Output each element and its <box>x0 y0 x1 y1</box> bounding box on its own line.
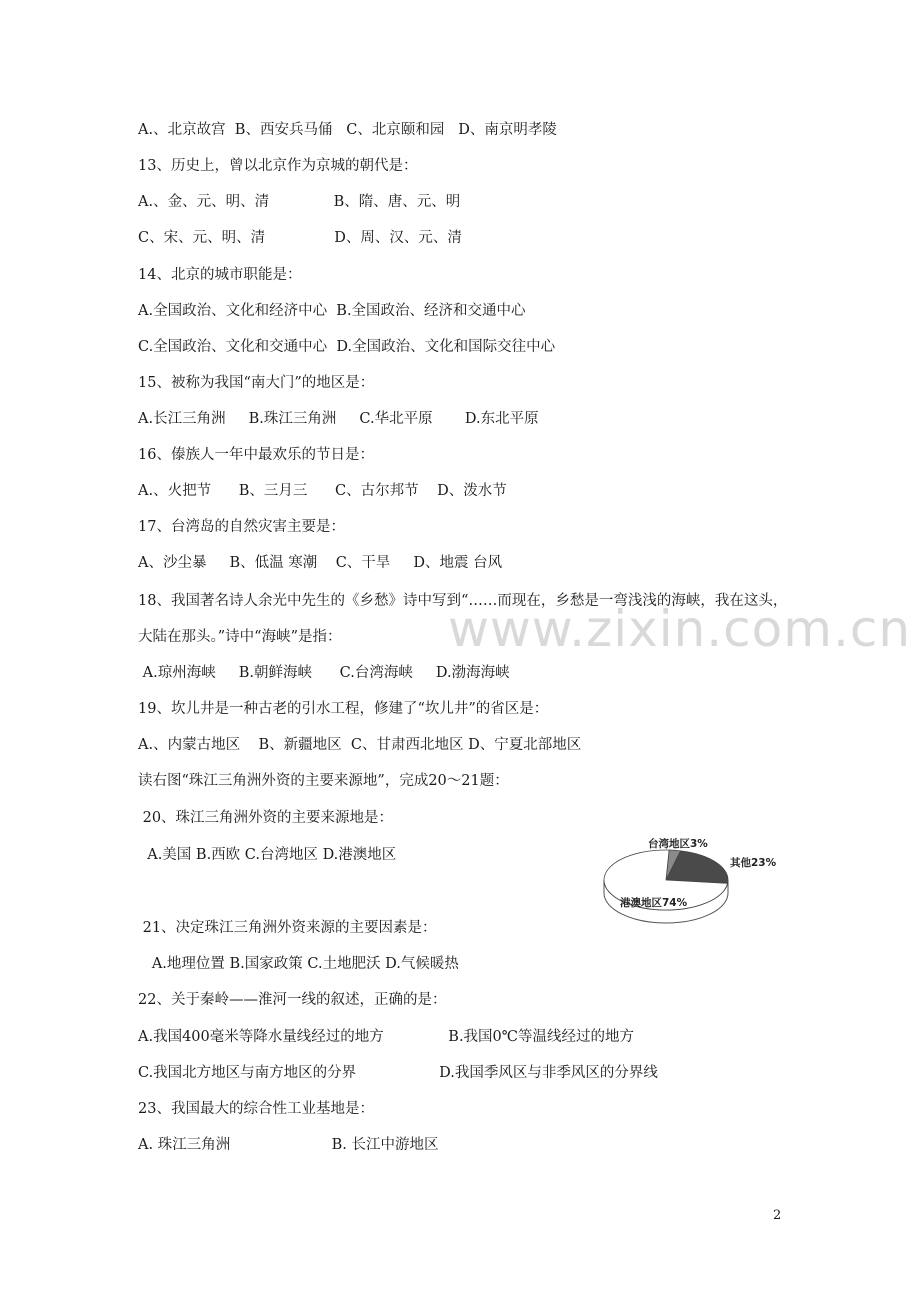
q13-options-ab: A.、金、元、明、清 B、隋、唐、元、明 <box>138 194 461 210</box>
q17-options: A、沙尘暴 B、低温 寒潮 C、干旱 D、地震 台风 <box>138 555 503 571</box>
q14-options-cd: C.全国政治、文化和交通中心 D.全国政治、文化和国际交往中心 <box>138 339 556 355</box>
q20-options: A.美国 B.西欧 C.台湾地区 D.港澳地区 <box>138 847 397 863</box>
q16-options: A.、火把节 B、三月三 C、古尔邦节 D、泼水节 <box>138 483 507 499</box>
q17-stem: 17、台湾岛的自然灾害主要是： <box>138 519 345 535</box>
slice-label-hongkong-macao: 港澳地区74% <box>620 897 688 909</box>
q23-options: A. 珠江三角洲 B. 长江中游地区 <box>138 1137 439 1153</box>
q22-stem: 22、关于秦岭——淮河一线的叙述，正确的是： <box>138 992 447 1008</box>
q12-options: A.、北京故宫 B、西安兵马俑 C、北京颐和园 D、南京明孝陵 <box>138 122 557 138</box>
foreign-investment-pie-chart <box>598 832 788 942</box>
slice-label-taiwan: 台湾地区3% <box>648 838 708 850</box>
q15-options: A.长江三角洲 B.珠江三角洲 C.华北平原 D.东北平原 <box>138 411 539 427</box>
q20-21-intro: 读右图“珠江三角洲外资的主要来源地”，完成20～21题： <box>138 773 509 789</box>
q14-stem: 14、北京的城市职能是： <box>138 267 302 283</box>
watermark: www.zixin.com.cn <box>448 600 912 658</box>
q15-stem: 15、被称为我国“南大门”的地区是： <box>138 375 375 391</box>
q14-options-ab: A.全国政治、文化和经济中心 B.全国政治、经济和交通中心 <box>138 303 526 319</box>
q16-stem: 16、傣族人一年中最欢乐的节日是： <box>138 447 374 463</box>
q18-options: A.琼州海峡 B.朝鲜海峡 C.台湾海峡 D.渤海海峡 <box>138 665 510 681</box>
q13-stem: 13、历史上，曾以北京作为京城的朝代是： <box>138 158 418 174</box>
q19-options: A.、内蒙古地区 B、新疆地区 C、甘肃西北地区 D、宁夏北部地区 <box>138 737 582 753</box>
q19-stem: 19、坎儿井是一种古老的引水工程，修建了“坎儿井”的省区是： <box>138 701 549 717</box>
q18-stem-line2: 大陆在那头。”诗中“海峡”是指： <box>138 629 342 645</box>
q22-options-cd: C.我国北方地区与南方地区的分界 D.我国季风区与非季风区的分界线 <box>138 1065 658 1081</box>
q20-stem: 20、珠江三角洲外资的主要来源地是： <box>138 810 394 826</box>
q21-stem: 21、决定珠江三角洲外资来源的主要因素是： <box>138 920 437 936</box>
slice-label-other: 其他23% <box>730 857 777 869</box>
q18-stem-line1: 18、我国著名诗人余光中先生的《乡愁》诗中写到“……而现在，乡愁是一弯浅浅的海峡，我在这头， <box>138 593 788 609</box>
q23-stem: 23、我国最大的综合性工业基地是： <box>138 1101 374 1117</box>
q13-options-cd: C、宋、元、明、清 D、周、汉、元、清 <box>138 230 462 246</box>
page-number: 2 <box>773 1208 782 1223</box>
q22-options-ab: A.我国400毫米等降水量线经过的地方 B.我国0℃等温线经过的地方 <box>138 1029 634 1045</box>
q21-options: A.地理位置 B.国家政策 C.土地肥沃 D.气候暖热 <box>138 956 459 972</box>
